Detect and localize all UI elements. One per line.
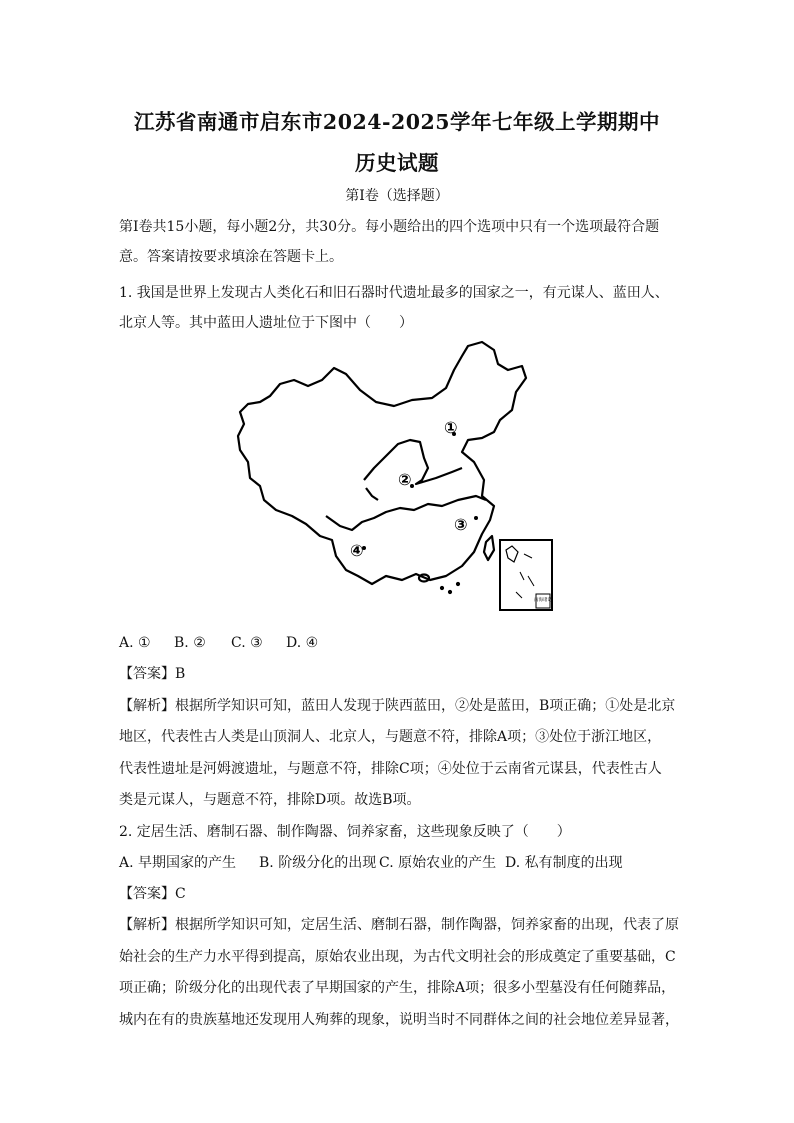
q1-analysis-line-1: 【解析】根据所学知识可知，蓝田人发现于陕西蓝田，②处是蓝田，B项正确；①处是北京 [119, 698, 676, 714]
yellow-river [364, 440, 462, 484]
q1-stem-line-2: 北京人等。其中蓝田人遗址位于下图中（ ） [119, 315, 413, 331]
q2-option-d: D. 私有制度的出现 [505, 855, 623, 871]
q2-option-c: C. 原始农业的产生 [379, 855, 497, 871]
q1-option-d: D. ④ [286, 635, 319, 651]
q2-analysis-line-1: 【解析】根据所学知识可知，定居生活、磨制石器，制作陶器，饲养家畜的出现，代表了原 [119, 917, 679, 933]
instructions-line-2: 意。答案请按要求填涂在答题卡上。 [119, 249, 343, 265]
map-marker-4: ④ [350, 541, 364, 560]
q1-analysis-line-4: 类是元谋人，与题意不符，排除D项。故选B项。 [119, 792, 421, 808]
taiwan-island [484, 536, 494, 560]
map-marker-2: ② [398, 470, 412, 489]
document-title: 江苏省南通市启东市2024-2025学年七年级上学期期中 [133, 110, 661, 134]
china-mainland-outline [238, 342, 526, 584]
q2-option-b: B. 阶级分化的出现 [259, 855, 377, 871]
inset-label: 南海诸岛 [534, 598, 552, 603]
q1-stem-line-1: 1. 我国是世界上发现古人类化石和旧石器时代遗址最多的国家之一，有元谋人、蓝田人、 [119, 285, 669, 301]
instructions-line-1: 第Ⅰ卷共15小题，每小题2分，共30分。每小题给出的四个选项中只有一个选项最符合题 [119, 219, 660, 235]
q1-option-a: A. ① [119, 635, 151, 651]
q2-stem: 2. 定居生活、磨制石器、制作陶器、饲养家畜，这些现象反映了（ ） [119, 824, 571, 840]
q1-option-b: B. ② [174, 635, 206, 651]
q1-option-c: C. ③ [231, 635, 263, 651]
map-marker-3: ③ [454, 515, 468, 534]
south-china-sea-inset [500, 540, 552, 610]
q2-analysis-line-4: 城内在有的贵族墓地还发现用人殉葬的现象，说明当时不同群体之间的社会地位差异显著， [119, 1012, 679, 1028]
q2-options [119, 853, 623, 873]
q1-answer: 【答案】B [119, 666, 186, 682]
q1-options [119, 633, 318, 653]
q2-analysis-line-2: 始社会的生产力水平得到提高，原始农业出现，为古代文明社会的形成奠定了重要基础，C [119, 949, 676, 965]
q2-option-a: A. 早期国家的产生 [119, 855, 237, 871]
document-subtitle: 历史试题 [355, 151, 439, 175]
section-heading: 第Ⅰ卷（选择题） [345, 188, 449, 204]
q1-analysis-line-3: 代表性遗址是河姆渡遗址，与题意不符，排除C项；④处位于云南省元谋县，代表性古人 [119, 761, 662, 777]
q2-answer: 【答案】C [119, 886, 186, 902]
china-map [236, 340, 556, 615]
q2-analysis-line-3: 项正确；阶级分化的出现代表了早期国家的产生，排除A项；很多小型墓没有任何随葬品， [119, 980, 676, 996]
map-marker-1: ① [444, 418, 458, 437]
q1-analysis-line-2: 地区，代表性古人类是山顶洞人、北京人，与题意不符，排除A项；③处位于浙江地区， [119, 729, 662, 745]
